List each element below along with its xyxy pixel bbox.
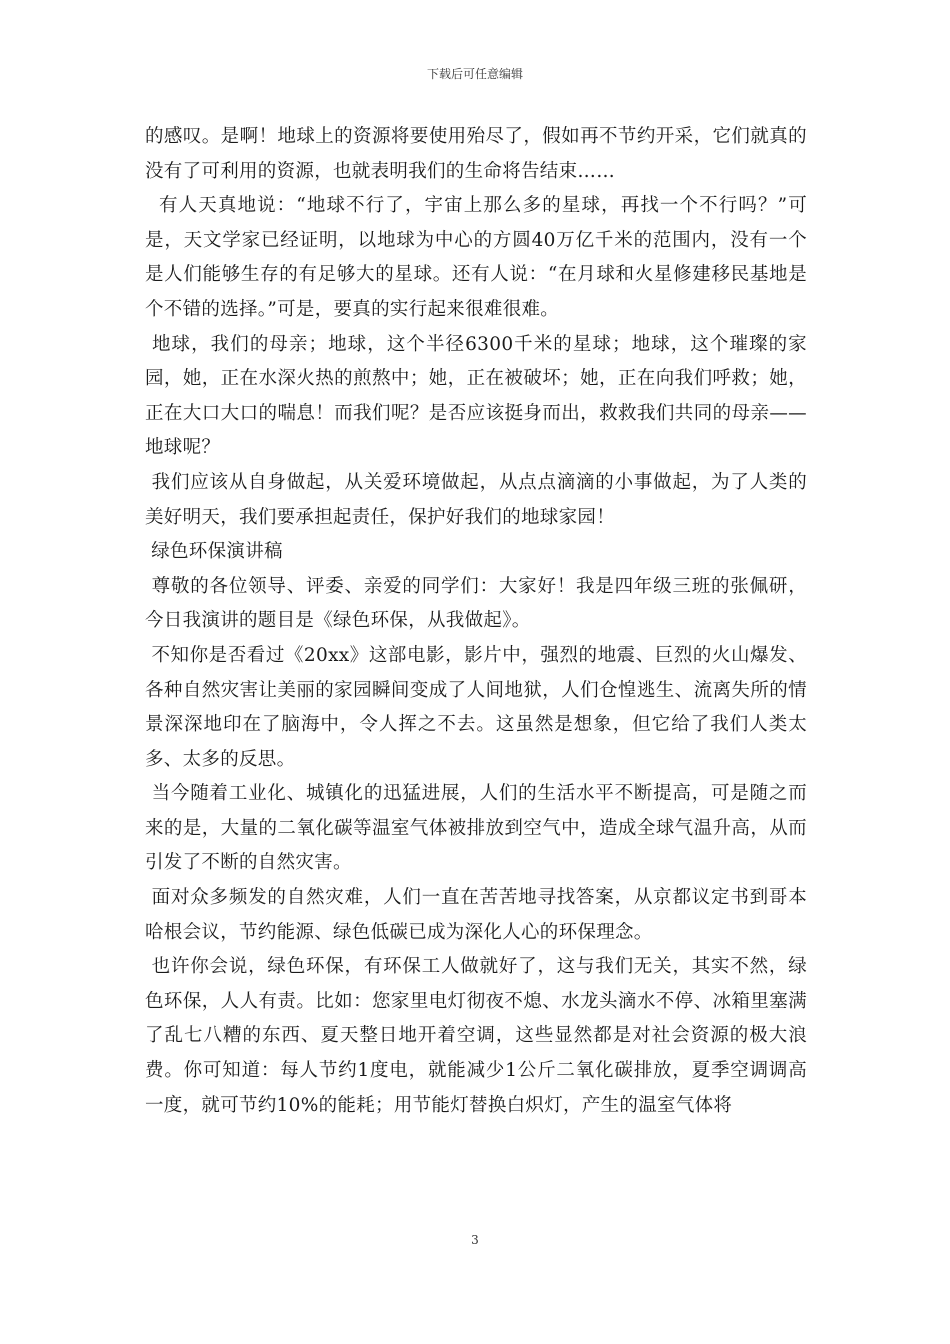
paragraph-1: 的感叹。是啊！地球上的资源将要使用殆尽了，假如再不节约开采，它们就真的没有了可利用的资源，也就表明我们的生命将告结束…… [145, 126, 807, 182]
paragraph-8: 当今随着工业化、城镇化的迅猛进展，人们的生活水平不断提高，可是随之而来的是，大量的二氧化碳等温室气体被排放到空气中，造成全球气温升高，从而引发了不断的自然灾害。 [145, 783, 807, 874]
paragraph-2: 有人天真地说：“地球不行了，宇宙上那么多的星球，再找一个不行吗？”可是，天文学家已经证明，以地球为中心的方圆40万亿千米的范围内，没有一个是人们能够生存的有足够大的星球。还有人说：“在月球和火星修建移民基地是个不错的选择。”可是，要真的实行起来很难很难。 [145, 195, 807, 320]
page-header: 下载后可任意编辑 [426, 67, 523, 81]
page-number: 3 [471, 1233, 479, 1247]
paragraph-10: 也许你会说，绿色环保，有环保工人做就好了，这与我们无关，其实不然，绿色环保，人人有责。比如：您家里电灯彻夜不熄、水龙头滴水不停、冰箱里塞满了乱七八糟的东西、夏天整日地开着空调，这些显然都是对社会资源的极大浪费。你可知道：每人节约1度电，就能减少1公斤二氧化碳排放，夏季空调调高一度，就可节约10%的能耗；用节能灯替换白炽灯，产生的温室气体将 [145, 956, 807, 1116]
paragraph-6: 尊敬的各位领导、评委、亲爱的同学们：大家好！我是四年级三班的张佩研，今日我演讲的题目是《绿色环保，从我做起》。 [145, 575, 807, 632]
document-body [145, 120, 807, 1123]
section-title: 绿色环保演讲稿 [145, 541, 283, 563]
paragraph-4: 我们应该从自身做起，从关爱环境做起，从点点滴滴的小事做起，为了人类的美好明天，我们要承担起责任，保护好我们的地球家园！ [145, 471, 807, 528]
paragraph-9: 面对众多频发的自然灾难，人们一直在苦苦地寻找答案，从京都议定书到哥本哈根会议，节约能源、绿色低碳已成为深化人心的环保理念。 [145, 887, 807, 943]
paragraph-3: 地球，我们的母亲；地球，这个半径6300千米的星球；地球，这个璀璨的家园，她，正在水深火热的煎熬中；她，正在被破坏；她，正在向我们呼救；她，正在大口大口的喘息！而我们呢？是否应该挺身而出，救救我们共同的母亲——地球呢？ [145, 333, 807, 459]
paragraph-7: 不知你是否看过《20xx》这部电影，影片中，强烈的地震、巨烈的火山爆发、各种自然灾害让美丽的家园瞬间变成了人间地狱，人们仓惶逃生、流离失所的情景深深地印在了脑海中，令人挥之不去。这虽然是想象，但它给了我们人类太多、太多的反思。 [145, 644, 807, 770]
